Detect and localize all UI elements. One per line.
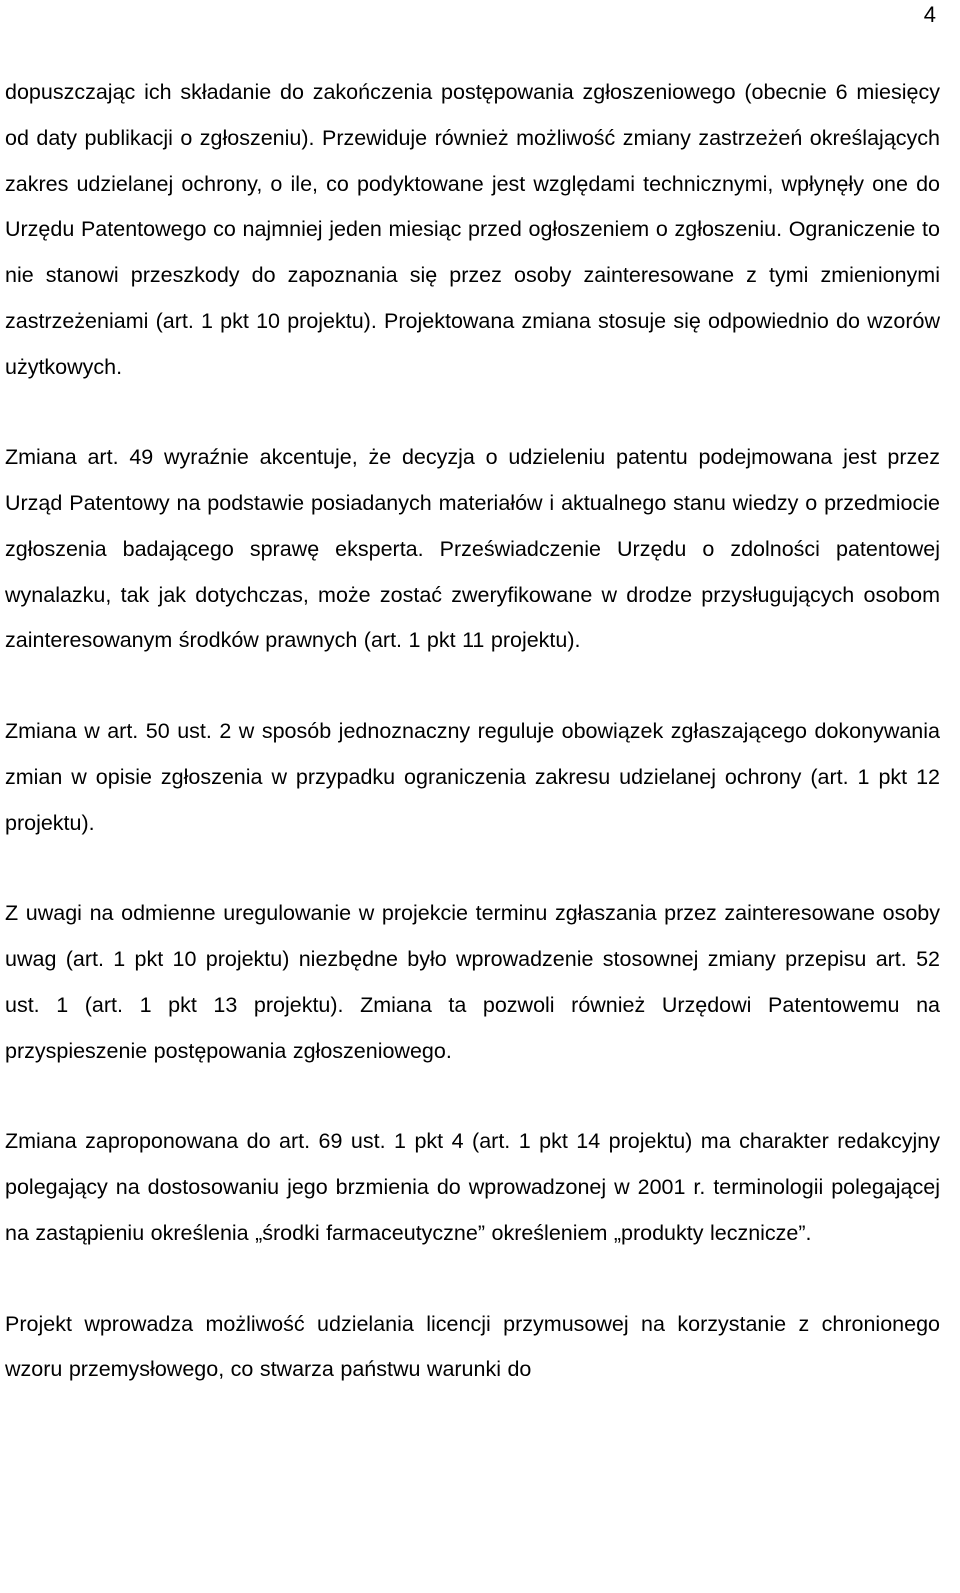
paragraph-4: Z uwagi na odmienne uregulowanie w projekcie terminu zgłaszania przez zainteresowane osoby uwag (art. 1 pkt 10 projektu) niezbędne było wprowadzenie stosownej zmiany przepisu art. 52 ust. 1 (art. 1 pkt 13 projektu). Zmiana ta pozwoli również Urzędowi Patentowemu na przyspieszenie postępowania zgłoszeniowego. bbox=[5, 901, 940, 1063]
paragraph-1: dopuszczając ich składanie do zakończenia postępowania zgłoszeniowego (obecnie 6 miesięcy od daty publikacji o zgłoszeniu). Przewiduje również możliwość zmiany zastrzeżeń określających zakres udzielanej ochrony, o ile, co podyktowane jest względami technicznymi, wpłynęły one do Urzędu Patentowego co najmniej jeden miesiąc przed ogłoszeniem o zgłoszeniu. Ograniczenie to nie stanowi przeszkody do zapoznania się przez osoby zainteresowane z tymi zmienionymi zastrzeżeniami (art. 1 pkt 10 projektu). Projektowana zmiana stosuje się odpowiednio do wzorów użytkowych. bbox=[5, 80, 940, 379]
document-body bbox=[5, 70, 940, 1438]
paragraph-5: Zmiana zaproponowana do art. 69 ust. 1 pkt 4 (art. 1 pkt 14 projektu) ma charakter redakcyjny polegający na dostosowaniu jego brzmienia do wprowadzonej w 2001 r. terminologii polegającej na zastąpieniu określenia „środki farmaceutyczne” określeniem „produkty lecznicze”. bbox=[5, 1129, 940, 1245]
paragraph-6: Projekt wprowadza możliwość udzielania licencji przymusowej na korzystanie z chronionego wzoru przemysłowego, co stwarza państwu warunki do bbox=[5, 1311, 940, 1382]
page-number: 4 bbox=[923, 2, 936, 27]
paragraph-2: Zmiana art. 49 wyraźnie akcentuje, że decyzja o udzieleniu patentu podejmowana jest przez Urząd Patentowy na podstawie posiadanych materiałów i aktualnego stanu wiedzy o przedmiocie zgłoszenia badającego sprawę eksperta. Przeświadczenie Urzędu o zdolności patentowej wynalazku, tak jak dotychczas, może zostać zweryfikowane w drodze przysługujących osobom zainteresowanym środków prawnych (art. 1 pkt 11 projektu). bbox=[5, 445, 940, 653]
paragraph-3: Zmiana w art. 50 ust. 2 w sposób jednoznaczny reguluje obowiązek zgłaszającego dokonywania zmian w opisie zgłoszenia w przypadku ograniczenia zakresu udzielanej ochrony (art. 1 pkt 12 projektu). bbox=[5, 719, 940, 835]
